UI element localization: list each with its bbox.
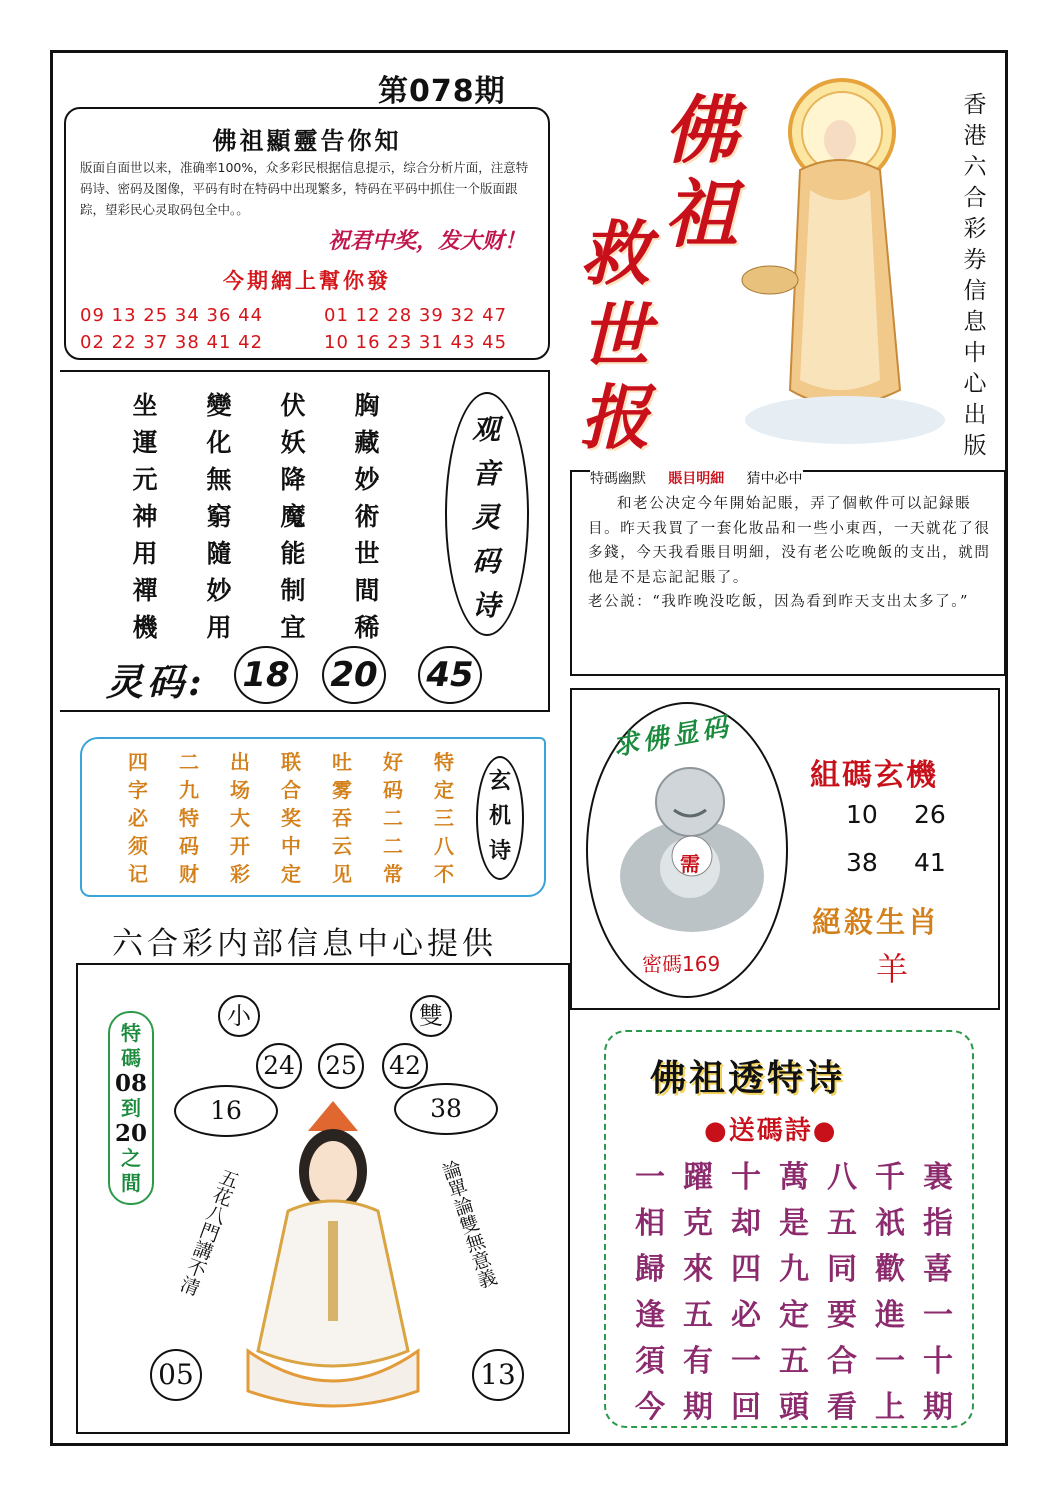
number-row-2-right: 10 16 23 31 43 45	[324, 332, 508, 353]
buddha-code: 密碼169	[642, 952, 721, 976]
lingma-number-1: 18	[242, 655, 290, 695]
poem-title-char: 观	[471, 413, 500, 446]
special-poem-char: 要	[827, 1298, 857, 1333]
intro-wish: 祝君中奖，发大财！	[327, 228, 526, 254]
buddha-badge: 需	[680, 852, 700, 876]
lingma-number-3: 45	[426, 655, 474, 695]
title-char-3: 救	[580, 212, 650, 295]
number-row-1-right: 01 12 28 39 32 47	[324, 305, 508, 326]
xuanji-char: 定	[434, 778, 454, 802]
special-poem-char: 指	[923, 1206, 953, 1241]
special-poem-char: 八	[827, 1160, 857, 1195]
left-oval-number: 16	[174, 1085, 278, 1137]
poem-char: 降	[280, 465, 306, 494]
buddha-title: 求佛显码	[610, 711, 735, 763]
special-poem-char: 四	[731, 1252, 761, 1287]
top-number-2: 25	[318, 1043, 364, 1089]
special-poem-char: 祇	[875, 1206, 905, 1241]
special-poem-char: 頭	[779, 1390, 809, 1425]
special-poem-char: 一	[731, 1344, 761, 1379]
poem-char: 藏	[354, 428, 380, 457]
poem-char: 無	[206, 465, 232, 494]
xuanji-char: 奖	[281, 806, 301, 830]
poem-char: 神	[132, 502, 158, 531]
xuanji-char: 特	[434, 750, 454, 774]
xuanji-char: 吐	[332, 750, 352, 774]
poem-char: 坐	[132, 391, 158, 420]
xuanji-char: 中	[281, 834, 301, 858]
poem-title-char: 诗	[471, 589, 500, 622]
xuanji-char: 不	[434, 862, 454, 886]
buddha-code-box	[570, 688, 1000, 1010]
tema-range: 特碼 08 到 20 之間	[114, 1021, 147, 1195]
guanyin-standing-illustration	[730, 60, 950, 460]
bottom-right-number: 13	[472, 1349, 524, 1401]
xuanji-char: 联	[281, 750, 301, 774]
special-poem-char: 期	[923, 1390, 953, 1425]
special-poem-subtitle: ●送碼詩●	[704, 1116, 838, 1146]
story-header: 特碼幽默 賬目明細 猜中必中	[590, 468, 803, 488]
xuanji-char: 二	[383, 806, 403, 830]
special-poem-char: 逢	[635, 1298, 665, 1333]
issue-number: 第078期	[378, 74, 506, 109]
special-poem-char: 十	[923, 1344, 953, 1379]
special-poem-char: 克	[683, 1206, 713, 1241]
xuanji-char: 码	[383, 778, 403, 802]
poem-char: 元	[132, 465, 158, 494]
top-number-1: 24	[256, 1043, 302, 1089]
poem-char: 制	[280, 576, 306, 605]
title-char-2: 祖	[664, 172, 738, 258]
xuanji-char: 常	[383, 862, 403, 886]
xuanji-char: 雾	[332, 778, 352, 802]
special-poem-char: 一	[635, 1160, 665, 1195]
xuanji-char: 财	[179, 862, 199, 886]
intro-text: 版面自面世以来，准确率100%，众多彩民根据信息提示，综合分析片面，注意特码诗、密码及图像，平码有时在特码中出现繁多，特码在平码中抓住一个版面跟踪，望彩民心灵取码包全中。。	[80, 160, 529, 217]
poem-char: 術	[354, 502, 380, 531]
poem-char: 胸	[354, 391, 380, 420]
right-oval-number: 38	[394, 1083, 498, 1135]
special-poem-char: 一	[923, 1298, 953, 1333]
story-box	[570, 470, 1006, 676]
title-char-5: 报	[580, 376, 650, 459]
poem-char: 隨	[206, 539, 232, 568]
special-poem-char: 一	[875, 1344, 905, 1379]
special-poem-char: 回	[731, 1390, 761, 1425]
intro-title: 佛祖顯靈告你知	[212, 126, 402, 155]
poem-char: 機	[132, 613, 158, 642]
poem-char: 用	[132, 539, 158, 568]
publisher-vertical-text: 香 港 六 合 彩 券 信 息 中 心 出 版	[963, 92, 987, 459]
xuanji-char: 二	[179, 750, 199, 774]
top-number-3: 42	[382, 1043, 428, 1089]
xuanji-char: 场	[230, 778, 250, 802]
poem-char: 稀	[354, 613, 380, 642]
kill-zodiac-value: 羊	[876, 950, 909, 988]
guanyin-section	[76, 963, 570, 1434]
special-poem-char: 歸	[635, 1252, 665, 1287]
xuanji-char: 记	[128, 862, 148, 886]
poem-char: 世	[354, 539, 380, 568]
poem-char: 能	[280, 539, 306, 568]
special-poem-char: 來	[683, 1252, 713, 1287]
combo-number-4: 41	[914, 848, 946, 877]
poem-char: 變	[206, 391, 232, 420]
poem-char: 窮	[206, 502, 232, 531]
poem-char: 用	[206, 613, 232, 642]
special-poem-char: 五	[827, 1206, 857, 1241]
guanyin-seated-illustration	[238, 1101, 428, 1411]
xuanji-label: 玄 机 诗	[488, 768, 511, 864]
special-poem-char: 五	[683, 1298, 713, 1333]
special-poem-char: 萬	[779, 1160, 809, 1195]
combo-number-2: 26	[914, 800, 946, 829]
poem-char: 伏	[280, 391, 306, 420]
combo-number-3: 38	[846, 848, 878, 877]
intro-subtitle: 今期網上幫你發	[223, 268, 391, 293]
special-poem-char: 上	[875, 1390, 905, 1425]
special-poem-char: 期	[683, 1390, 713, 1425]
special-poem-char: 十	[731, 1160, 761, 1195]
number-row-1-left: 09 13 25 34 36 44	[80, 305, 264, 326]
xuanji-char: 见	[332, 862, 352, 886]
kill-zodiac-title: 絕殺生肖	[812, 905, 941, 939]
poem-title-char: 码	[471, 545, 500, 578]
xuanji-char: 合	[281, 778, 301, 802]
poem-char: 化	[206, 428, 232, 457]
provider-line: 六合彩内部信息中心提供	[112, 926, 497, 962]
special-poem-char: 必	[731, 1298, 761, 1333]
combo-title: 組碼玄機	[810, 758, 938, 793]
xuanji-char: 云	[332, 834, 352, 858]
special-poem-title: 佛祖透特诗	[650, 1057, 846, 1099]
lingma-number-2: 20	[330, 655, 378, 695]
xuanji-char: 特	[179, 806, 199, 830]
poem-char: 妖	[280, 428, 306, 457]
combo-number-1: 10	[846, 800, 878, 829]
xuanji-char: 吞	[332, 806, 352, 830]
right-verse: 論單論雙無意義	[436, 1157, 499, 1292]
intro-box	[64, 107, 550, 360]
poem-char: 妙	[354, 465, 380, 494]
xuanji-char: 九	[179, 778, 199, 802]
poem-title-char: 灵	[471, 501, 500, 534]
xuanji-char: 好	[383, 750, 403, 774]
laughing-buddha-illustration	[612, 756, 772, 936]
xuanji-char: 八	[434, 834, 454, 858]
special-poem-char: 九	[779, 1252, 809, 1287]
poem-char: 魔	[280, 502, 306, 531]
special-poem-char: 裏	[923, 1160, 953, 1195]
title-char-1: 佛	[664, 88, 738, 174]
xuanji-char: 彩	[230, 862, 250, 886]
number-row-2-left: 02 22 37 38 41 42	[80, 332, 264, 353]
poem-char: 間	[354, 576, 380, 605]
special-poem-char: 進	[875, 1298, 905, 1333]
story-text: 和老公决定今年開始記賬，弄了個軟件可以記録賬目。昨天我買了一套化妝品和一些小東西，一天就花了很多錢，今天我看賬目明細，没有老公吃晚飯的支出，就問他是不是忘記記賬了。 老公説：“我昨晚没吃飯，因為看到昨天支出太多了。”	[588, 496, 991, 610]
xuanji-char: 码	[179, 834, 199, 858]
special-poem-char: 千	[875, 1160, 905, 1195]
special-poem-char: 須	[635, 1344, 665, 1379]
xuanji-char: 开	[230, 834, 250, 858]
special-poem-char: 是	[779, 1206, 809, 1241]
bottom-left-number: 05	[150, 1349, 202, 1401]
special-poem-char: 喜	[923, 1252, 953, 1287]
left-verse: 五花八門講不清	[175, 1165, 242, 1298]
lingma-label: 灵码:	[106, 660, 206, 704]
xuanji-char: 二	[383, 834, 403, 858]
special-poem-char: 相	[635, 1206, 665, 1241]
small-label: 小	[218, 995, 260, 1037]
special-poem-char: 有	[683, 1344, 713, 1379]
poem-char: 宜	[280, 613, 306, 642]
special-poem-char: 歡	[875, 1252, 905, 1287]
xuanji-char: 必	[128, 806, 148, 830]
xuanji-char: 须	[128, 834, 148, 858]
poem-title-char: 音	[471, 457, 500, 490]
poem-char: 運	[132, 428, 158, 457]
xuanji-char: 大	[230, 806, 250, 830]
special-poem-char: 今	[635, 1390, 665, 1425]
xuanji-char: 定	[281, 862, 301, 886]
special-poem-char: 同	[827, 1252, 857, 1287]
xuanji-char: 出	[230, 750, 250, 774]
xuanji-char: 四	[128, 750, 148, 774]
special-poem-char: 看	[827, 1390, 857, 1425]
poem-char: 禪	[132, 576, 158, 605]
special-poem-char: 五	[779, 1344, 809, 1379]
special-poem-char: 躍	[683, 1160, 713, 1195]
special-poem-char: 却	[731, 1206, 761, 1241]
special-poem-char: 合	[827, 1344, 857, 1379]
xuanji-char: 三	[434, 806, 454, 830]
xuanji-char: 字	[128, 778, 148, 802]
double-label: 雙	[410, 995, 452, 1037]
poem-char: 妙	[206, 576, 232, 605]
special-poem-char: 定	[779, 1298, 809, 1333]
title-char-4: 世	[580, 294, 650, 377]
